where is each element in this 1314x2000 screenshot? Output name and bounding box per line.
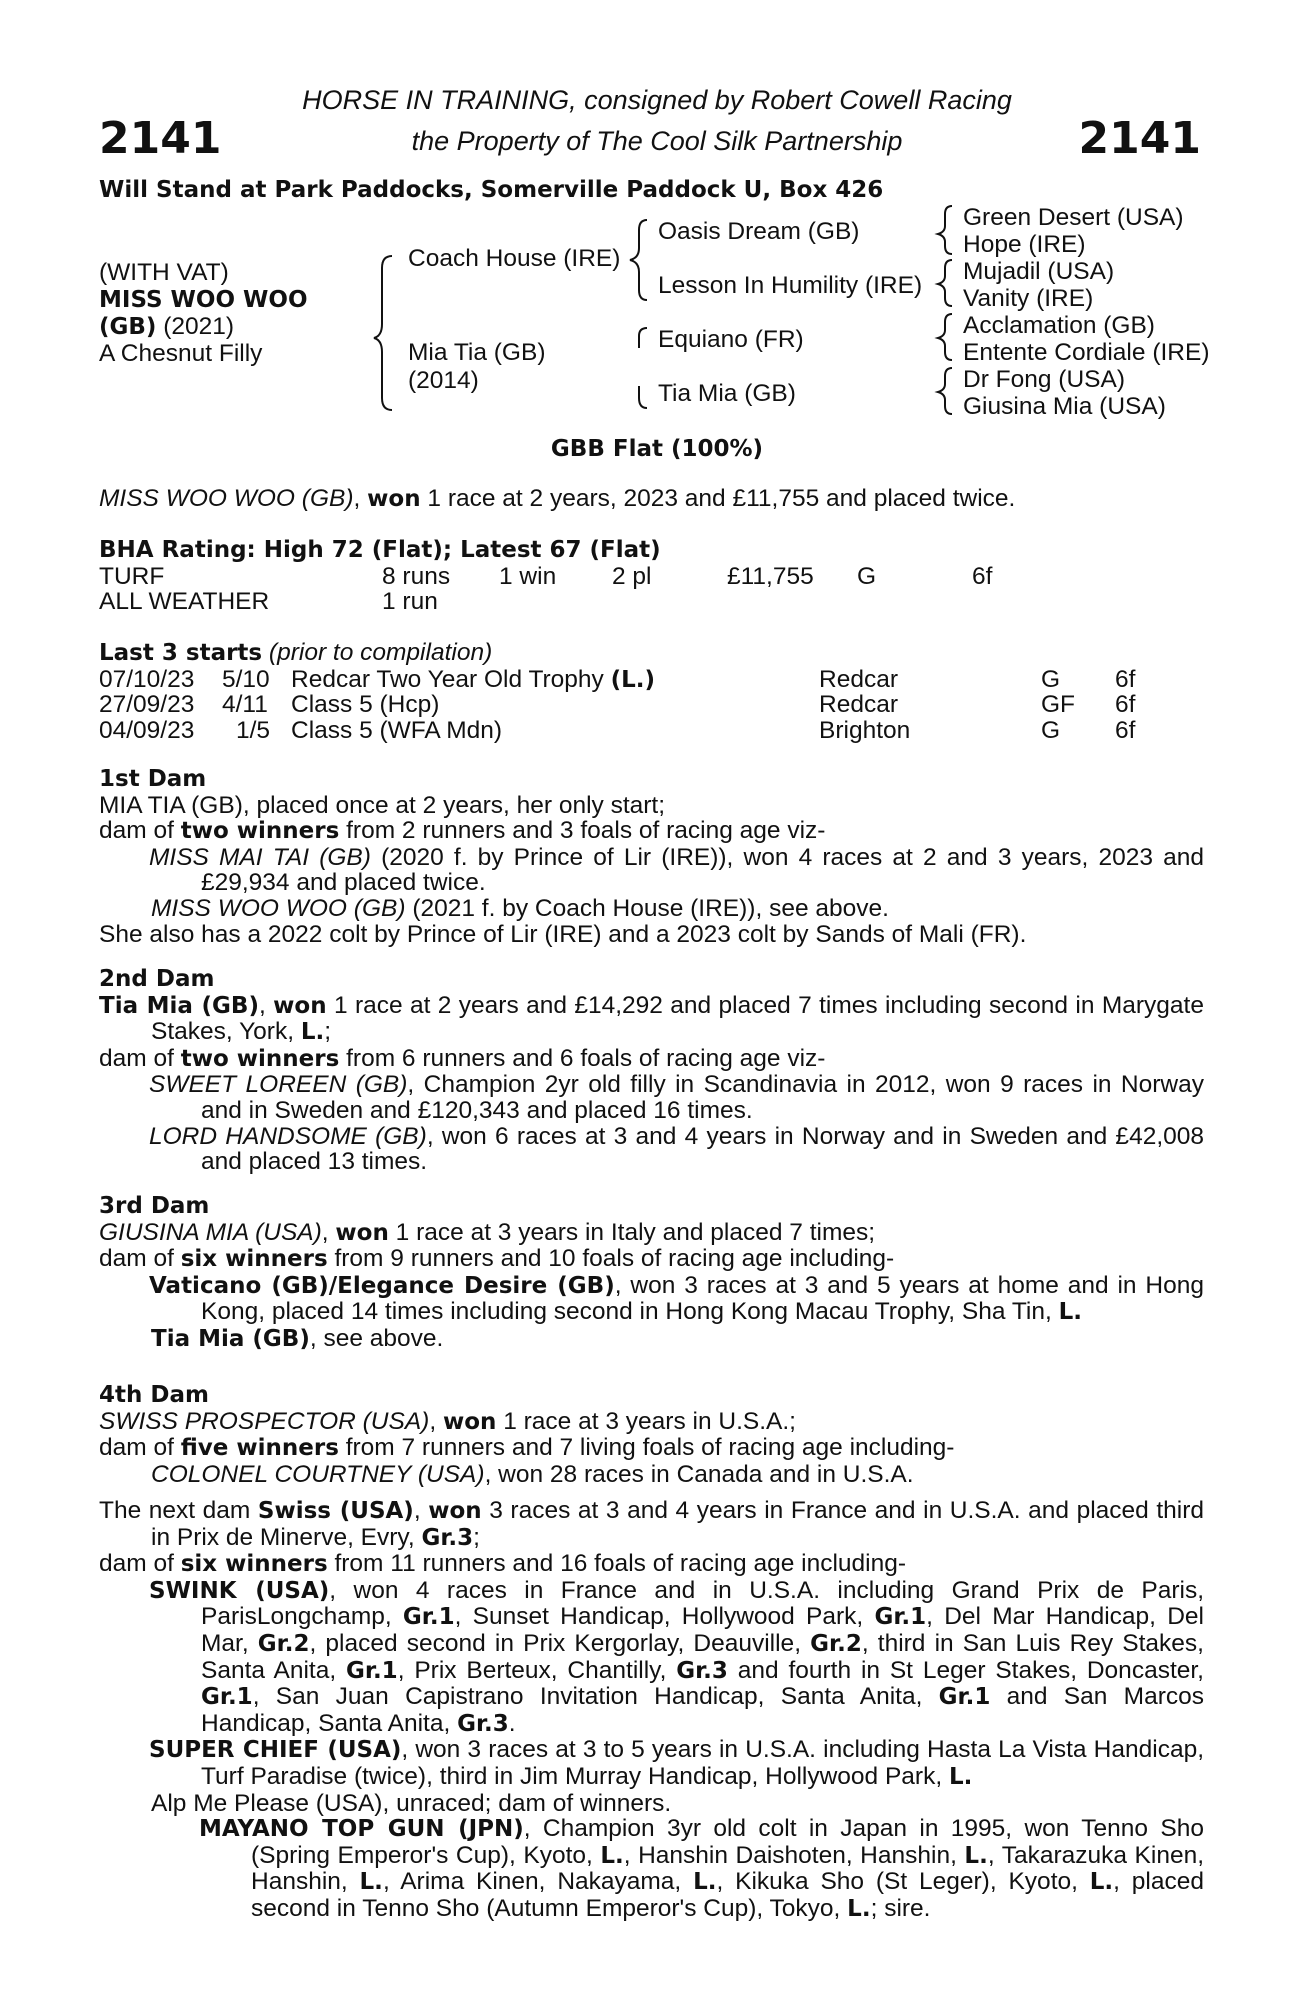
- summary-text: 1 race at 2 years, 2023 and £11,755 and placed twice.: [420, 485, 1016, 512]
- grade: L.: [600, 1842, 624, 1869]
- dam-name: SWISS PROSPECTOR (USA): [99, 1407, 430, 1435]
- text: dam of: [99, 1434, 181, 1462]
- horse-country: (GB): [99, 314, 157, 340]
- race-summary: MISS WOO WOO (GB), won 1 race at 2 years, 2023 and £11,755 and placed twice.: [99, 485, 1016, 512]
- progeny-record: (2021 f. by Coach House (IRE)), see above.: [405, 894, 889, 922]
- granddam-2: Hope (IRE): [963, 231, 1086, 258]
- progeny-entry: [99, 896, 1204, 922]
- winners-count: six winners: [180, 1246, 328, 1273]
- text: from 11 runners and 16 foals of racing age including-: [327, 1550, 907, 1578]
- text: dam of: [99, 817, 181, 845]
- progeny-record: (2020 f. by Prince of Lir (IRE)), won 4 races at 2 and 3 years, 2023 and £29,934 and placed twice.: [201, 843, 1204, 897]
- winners-count: two winners: [180, 818, 340, 845]
- text: ,: [413, 1497, 429, 1524]
- summary-won: won: [367, 486, 421, 512]
- text: , Del Mar Handicap, Del Mar,: [201, 1603, 1204, 1657]
- progeny-entry-super-chief: [99, 1737, 1204, 1790]
- second-dam-title: 2nd Dam: [99, 966, 215, 992]
- first-dam-record: MIA TIA (GB), placed once at 2 years, her only start;: [99, 791, 666, 819]
- progeny-entry: [99, 845, 1204, 896]
- text: and fourth in St Leger Stakes, Doncaster,: [727, 1656, 1204, 1684]
- text: , placed second in Tenno Sho (Autumn Emperor's Cup), Tokyo,: [251, 1868, 1205, 1922]
- progeny-entry: [99, 1124, 1204, 1175]
- text: ,: [321, 1218, 336, 1246]
- text: ; sire.: [870, 1894, 931, 1922]
- text: 1 race at 3 years in Italy and placed 7 times;: [388, 1218, 876, 1246]
- text: 3 races at 3 and 4 years in France and in U.S.A. and placed third in Prix de Minerve, Evry,: [151, 1497, 1205, 1551]
- grade: Gr.1: [402, 1604, 455, 1631]
- granddam-4: Vanity (IRE): [963, 285, 1094, 312]
- fourth-dam-section: [99, 1383, 1204, 1487]
- grade: Gr.1: [938, 1684, 991, 1711]
- grandsire-3: Mujadil (USA): [963, 258, 1115, 285]
- start-position: 5/10: [222, 665, 270, 693]
- winners-count: five winners: [180, 1435, 339, 1462]
- first-dam-title: 1st Dam: [99, 766, 207, 792]
- text: , Arima Kinen, Nakayama,: [382, 1868, 694, 1896]
- rating-distance: 6f: [972, 562, 993, 590]
- start-course: Redcar: [819, 665, 898, 693]
- rating-surface: ALL WEATHER: [99, 588, 270, 616]
- text: , Sunset Handicap, Hollywood Park,: [454, 1603, 875, 1631]
- won-label: won: [442, 1408, 497, 1435]
- grade: L.: [847, 1895, 871, 1922]
- won-label: won: [273, 992, 327, 1019]
- text: , Kikuka Sho (St Leger), Kyoto,: [716, 1868, 1090, 1896]
- won-label: won: [335, 1219, 389, 1246]
- dam-sire: Equiano (FR): [658, 326, 804, 353]
- progeny-name: MISS WOO WOO (GB): [151, 894, 406, 922]
- winners-count: two winners: [180, 1045, 340, 1072]
- dam-name: Swiss (USA): [257, 1498, 414, 1524]
- start-course: Brighton: [819, 716, 911, 744]
- rating-surface: TURF: [99, 562, 165, 590]
- start-distance: 6f: [1115, 716, 1136, 744]
- rating-section: [99, 538, 1204, 615]
- sire-dam: Lesson In Humility (IRE): [658, 272, 923, 299]
- rating-title: BHA Rating: High 72 (Flat); Latest 67 (Flat): [99, 537, 661, 563]
- rating-placed: 2 pl: [612, 562, 652, 590]
- horse-year: (2021): [163, 313, 235, 340]
- text: , won 4 races in France and in U.S.A. including Grand Prix de Paris, ParisLongchamp,: [201, 1576, 1204, 1631]
- grade: L.: [964, 1842, 988, 1869]
- second-dam-section: [99, 967, 1204, 1175]
- text: , Takarazuka Kinen, Hanshin,: [251, 1841, 1205, 1896]
- dam-dam: Tia Mia (GB): [658, 380, 796, 407]
- text: and San Marcos Handicap, Santa Anita,: [201, 1683, 1204, 1737]
- last-starts-note: (prior to compilation): [262, 639, 493, 666]
- granddam-6: Entente Cordiale (IRE): [963, 339, 1210, 366]
- grade: Gr.3: [421, 1524, 474, 1551]
- start-distance: 6f: [1115, 665, 1136, 693]
- progeny-entry-swink: [99, 1578, 1204, 1738]
- text: from 2 runners and 3 foals of racing age viz-: [339, 817, 826, 845]
- rating-wins: 1 win: [499, 562, 557, 590]
- text: , Champion 3yr old colt in Japan in 1995, won Tenno Sho (Spring Emperor's Cup), Kyoto,: [251, 1815, 1204, 1869]
- rating-runs: 1 run: [382, 588, 438, 616]
- grade: L.: [300, 1019, 325, 1046]
- progeny-entry: [99, 1273, 1204, 1326]
- progeny-name: LORD HANDSOME (GB): [149, 1122, 427, 1150]
- sire: Coach House (IRE): [408, 245, 621, 272]
- text: , won 3 races at 3 to 5 years in U.S.A. including Hasta La Vista Handicap, Turf Paradise (twice), third in Jim Murray Handicap, Hollywood Park,: [201, 1736, 1204, 1790]
- dam-name: GIUSINA MIA (USA): [99, 1218, 322, 1246]
- grandsire-7: Dr Fong (USA): [963, 366, 1126, 393]
- last-starts-section: [99, 640, 1204, 743]
- start-going: GF: [1041, 691, 1076, 719]
- dam-year: (2014): [408, 367, 479, 394]
- consignor-line: HORSE IN TRAINING, consigned by Robert Cowell Racing: [302, 85, 1012, 115]
- won-label: won: [428, 1498, 482, 1524]
- granddam-8: Giusina Mia (USA): [963, 393, 1166, 420]
- grade: L.: [693, 1869, 717, 1896]
- progeny-entry-alp-me-please: Alp Me Please (USA), unraced; dam of winners.: [151, 1789, 672, 1817]
- grade: Gr.2: [257, 1630, 310, 1657]
- progeny-name: MISS MAI TAI (GB): [149, 843, 371, 871]
- start-race: Class 5 (Hcp): [291, 691, 440, 719]
- dam: Mia Tia (GB): [408, 339, 546, 366]
- start-date: 27/09/23: [99, 691, 195, 719]
- winners-count: six winners: [180, 1551, 328, 1578]
- progeny-entry: [99, 1326, 1204, 1353]
- progeny-name: SWINK (USA): [149, 1577, 330, 1604]
- rating-prize: £11,755: [727, 562, 814, 590]
- rating-going: G: [857, 562, 877, 590]
- progeny-name: COLONEL COURTNEY (USA): [151, 1460, 485, 1488]
- start-row: [99, 667, 1204, 693]
- start-going: G: [1041, 716, 1061, 744]
- progeny-entry: [99, 1072, 1204, 1123]
- text: , Hanshin Daishoten, Hanshin,: [623, 1841, 965, 1869]
- sire-sire: Oasis Dream (GB): [658, 218, 860, 245]
- next-dam-record: [99, 1498, 1204, 1551]
- progeny-record: , won 6 races at 3 and 4 years in Norway and in Sweden and £42,008 and placed 13 times.: [201, 1122, 1204, 1176]
- grade: Gr.1: [874, 1604, 927, 1631]
- text: ;: [473, 1523, 480, 1551]
- text: from 9 runners and 10 foals of racing age including-: [327, 1245, 895, 1273]
- grade: Gr.2: [810, 1630, 862, 1657]
- start-race-name: Redcar Two Year Old Trophy: [291, 665, 611, 693]
- next-dam-section: [99, 1498, 1204, 1923]
- text: dam of: [99, 1044, 181, 1072]
- progeny-record: , won 28 races in Canada and in U.S.A.: [484, 1460, 914, 1488]
- progeny-record: , Champion 2yr old filly in Scandinavia in 2012, won 9 races in Norway and in Sweden and £120,343 and placed 16 times.: [201, 1071, 1204, 1124]
- second-dam-record: [99, 993, 1204, 1046]
- grade: Gr.1: [201, 1684, 253, 1711]
- progeny-name: MAYANO TOP GUN (JPN): [199, 1816, 524, 1843]
- text: , third in San Luis Rey Stakes, Santa Anita,: [201, 1629, 1204, 1684]
- third-dam-title: 3rd Dam: [99, 1193, 210, 1219]
- progeny-name: SUPER CHIEF (USA): [149, 1737, 402, 1764]
- start-date: 07/10/23: [99, 665, 195, 693]
- grade: Gr.1: [346, 1657, 398, 1684]
- rating-runs: 8 runs: [382, 562, 451, 590]
- progeny-record: , see above.: [309, 1324, 444, 1352]
- lot-number-right: 2141: [1078, 113, 1201, 164]
- text: dam of: [99, 1550, 181, 1578]
- progeny-entry-mayano: [99, 1816, 1204, 1922]
- first-dam-note: She also has a 2022 colt by Prince of Lir (IRE) and a 2023 colt by Sands of Mali (FR).: [99, 920, 1027, 948]
- horse-name: MISS WOO WOO: [99, 287, 308, 313]
- grandsire-1: Green Desert (USA): [963, 204, 1184, 231]
- property-line: the Property of The Cool Silk Partnership: [411, 126, 903, 156]
- text: ,: [429, 1407, 443, 1435]
- vat-label: (WITH VAT): [99, 259, 229, 286]
- start-row: [99, 718, 1204, 744]
- grade: L.: [1089, 1869, 1114, 1896]
- start-date: 04/09/23: [99, 716, 195, 744]
- text: 1 race at 3 years in U.S.A.;: [496, 1407, 796, 1435]
- start-course: Redcar: [819, 691, 898, 719]
- text: ,: [258, 991, 274, 1019]
- fourth-dam-title: 4th Dam: [99, 1382, 209, 1408]
- start-position: 1/5: [236, 716, 271, 744]
- progeny-name: SWEET LOREEN (GB): [149, 1071, 408, 1099]
- grade: Gr.3: [457, 1710, 509, 1737]
- first-dam-section: [99, 767, 1204, 947]
- dam-name: Tia Mia (GB): [99, 992, 259, 1019]
- rating-row-aw: [99, 589, 1204, 615]
- start-position: 4/11: [222, 691, 268, 719]
- rating-row-turf: [99, 564, 1204, 590]
- start-race-grade: (L.): [610, 666, 656, 693]
- text: , placed second in Prix Kergorlay, Deauville,: [309, 1629, 811, 1657]
- text: The next dam: [99, 1497, 258, 1524]
- text: 1 race at 2 years and £14,292 and placed 7 times including second in Marygate Stakes, York,: [151, 991, 1204, 1046]
- text: ;: [324, 1018, 332, 1046]
- progeny-name: Tia Mia (GB): [151, 1325, 310, 1352]
- last-starts-title: Last 3 starts: [99, 640, 263, 666]
- progeny-name: Vaticano (GB)/Elegance Desire (GB): [149, 1272, 615, 1299]
- progeny-entry: [99, 1462, 1204, 1488]
- text: .: [508, 1709, 516, 1737]
- start-distance: 6f: [1115, 691, 1136, 719]
- stand-location: Will Stand at Park Paddocks, Somerville Paddock U, Box 426: [99, 177, 884, 203]
- grade: Gr.3: [676, 1657, 728, 1684]
- grade: L.: [359, 1869, 383, 1896]
- grade: L.: [948, 1763, 973, 1790]
- grade: L.: [1058, 1299, 1082, 1326]
- lot-number-left: 2141: [99, 113, 222, 164]
- start-row: [99, 692, 1204, 718]
- start-race: [291, 667, 655, 694]
- text: , San Juan Capistrano Invitation Handicap, Santa Anita,: [252, 1683, 939, 1711]
- text: dam of: [99, 1245, 181, 1273]
- start-race: Class 5 (WFA Mdn): [291, 716, 503, 744]
- horse-description: A Chesnut Filly: [99, 340, 263, 367]
- text: from 7 runners and 7 living foals of racing age including-: [338, 1434, 955, 1462]
- grandsire-5: Acclamation (GB): [963, 312, 1155, 339]
- gbb-flat: GBB Flat (100%): [550, 436, 764, 462]
- text: from 6 runners and 6 foals of racing age viz-: [339, 1044, 826, 1072]
- start-going: G: [1041, 665, 1061, 693]
- summary-horse: MISS WOO WOO (GB): [99, 485, 354, 512]
- third-dam-section: [99, 1194, 1204, 1353]
- progeny-record: , won 3 races at 3 and 5 years at home and in Hong Kong, placed 14 times including second in Hong Kong Macau Trophy, Sha Tin,: [201, 1271, 1204, 1326]
- text: , Prix Berteux, Chantilly,: [397, 1656, 677, 1684]
